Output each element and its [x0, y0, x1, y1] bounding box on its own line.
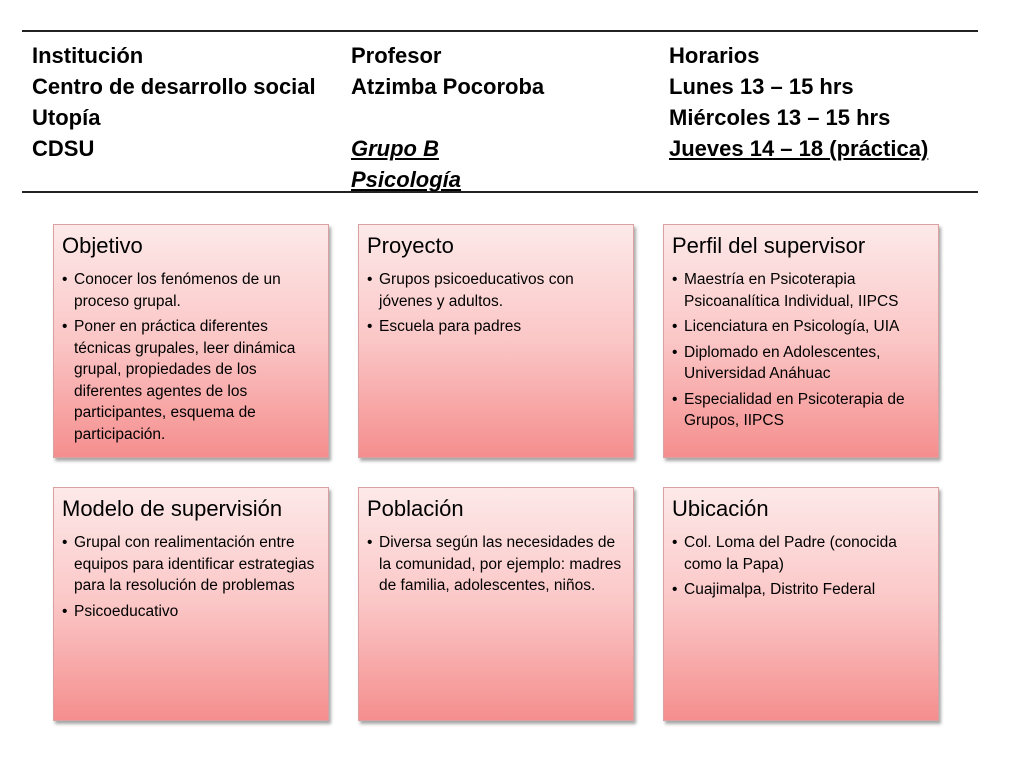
list-item: • Licenciatura en Psicología, UIA: [672, 316, 930, 338]
bullet-list: [672, 269, 930, 432]
card-title: Proyecto: [367, 233, 454, 258]
schedule-item: Jueves 14 – 18 (práctica): [669, 136, 929, 161]
list-item: • Psicoeducativo: [62, 601, 320, 623]
list-item: • Maestría en Psicoterapia Psicoanalítica Individual, IIPCS: [672, 269, 930, 312]
list-item: • Conocer los fenómenos de un proceso grupal.: [62, 269, 320, 312]
professor-label: Profesor: [351, 43, 442, 68]
list-item: • Escuela para padres: [367, 316, 625, 338]
list-item: • Diversa según las necesidades de la comunidad, por ejemplo: madres de familia, adolescentes, niños.: [367, 532, 625, 597]
list-item: • Grupos psicoeducativos con jóvenes y adultos.: [367, 269, 625, 312]
supervisor-profile-card: [663, 224, 939, 458]
project-card: [358, 224, 634, 458]
institution-name-line2: Utopía: [32, 105, 101, 130]
location-card: [663, 487, 939, 721]
bullet-list: [62, 532, 320, 622]
list-item: • Col. Loma del Padre (conocida como la Papa): [672, 532, 930, 575]
institution-label: Institución: [32, 43, 144, 68]
area-label: Psicología: [351, 167, 462, 192]
card-title: Ubicación: [672, 496, 769, 521]
institution-column: [32, 40, 316, 164]
bullet-list: [62, 269, 320, 445]
schedule-item: Miércoles 13 – 15 hrs: [669, 105, 891, 130]
professor-name: Atzimba Pocoroba: [351, 74, 545, 99]
institution-name-line1: Centro de desarrollo social: [32, 74, 316, 99]
group-label: Grupo B: [351, 136, 439, 161]
schedule-column: [669, 40, 928, 164]
list-item: • Poner en práctica diferentes técnicas grupales, leer dinámica grupal, propiedades de los diferentes agentes de los participantes, esquema de participación.: [62, 316, 320, 445]
card-title: Perfil del supervisor: [672, 233, 866, 258]
list-item: • Grupal con realimentación entre equipos para identificar estrategias para la resolución de problemas: [62, 532, 320, 597]
schedule-label: Horarios: [669, 43, 760, 68]
objective-card: [53, 224, 329, 458]
bullet-list: [367, 532, 625, 597]
card-title: Modelo de supervisión: [62, 496, 283, 521]
header-table: [22, 30, 978, 193]
bullet-list: [367, 269, 625, 338]
professor-column: [351, 40, 544, 195]
supervision-model-card: [53, 487, 329, 721]
institution-acronym: CDSU: [32, 136, 95, 161]
bullet-list: [672, 532, 930, 601]
card-title: Objetivo: [62, 233, 143, 258]
list-item: • Diplomado en Adolescentes, Universidad Anáhuac: [672, 342, 930, 385]
schedule-item: Lunes 13 – 15 hrs: [669, 74, 854, 99]
population-card: [358, 487, 634, 721]
card-title: Población: [367, 496, 464, 521]
list-item: • Cuajimalpa, Distrito Federal: [672, 579, 930, 601]
list-item: • Especialidad en Psicoterapia de Grupos, IIPCS: [672, 389, 930, 432]
